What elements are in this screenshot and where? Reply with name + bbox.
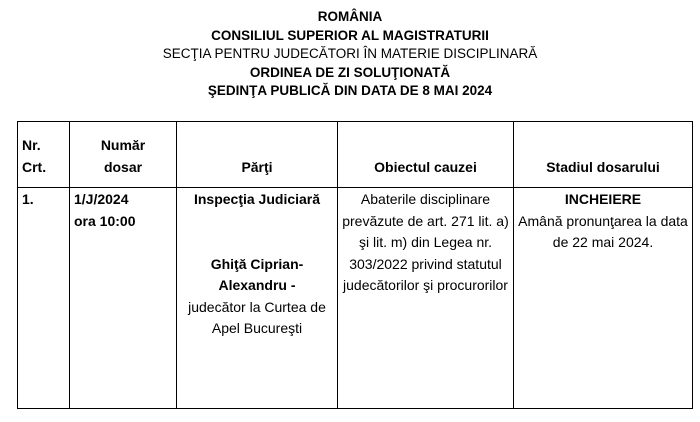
header-section: SECŢIA PENTRU JUDECĂTORI ÎN MATERIE DISCIPLINARĂ bbox=[162, 46, 538, 61]
header-agenda-title: ORDINEA DE ZI SOLUŢIONATĂ bbox=[249, 64, 451, 80]
header-session-date: ŞEDINŢA PUBLICĂ DIN DATA DE 8 MAI 2024 bbox=[207, 83, 493, 98]
status-title: INCHEIERE bbox=[564, 191, 642, 207]
column-header-numar-dosar: Număr dosar bbox=[70, 122, 177, 188]
header-country: ROMÂNIA bbox=[317, 9, 383, 24]
cell-stadiu bbox=[514, 188, 693, 409]
column-header-obiect: Obiectul cauzei bbox=[338, 122, 514, 188]
case-hour: ora 10:00 bbox=[74, 212, 136, 229]
agenda-table bbox=[17, 121, 693, 409]
party-judge-name-1: Ghiţă Ciprian- bbox=[210, 255, 304, 272]
case-number: 1/J/2024 bbox=[74, 191, 129, 207]
party-judge-name-2: Alexandru - bbox=[218, 277, 296, 293]
column-header-parti: Părţi bbox=[177, 122, 338, 188]
header-institution: CONSILIUL SUPERIOR AL MAGISTRATURII bbox=[211, 27, 489, 43]
cell-dosar bbox=[70, 188, 177, 409]
table-row bbox=[18, 188, 693, 409]
column-header-stadiu: Stadiul dosarului bbox=[514, 122, 693, 188]
party-inspection: Inspecţia Judiciară bbox=[193, 191, 321, 207]
cell-parti bbox=[177, 188, 338, 409]
column-header-nr: Nr. Crt. bbox=[18, 122, 70, 188]
cell-nr: 1. bbox=[18, 188, 70, 409]
cell-obiect: Abaterile disciplinare prevăzute de art. 271 lit. a) şi lit. m) din Legea nr. 303/2022 privind statutul judecătorilor şi procurorilor bbox=[338, 188, 514, 409]
document-header bbox=[0, 8, 700, 101]
status-text: Amână pronunţarea la data de 22 mai 2024. bbox=[518, 212, 688, 250]
table-header-row bbox=[18, 122, 693, 188]
party-judge-role: judecător la Curtea de Apel Bucureşti bbox=[188, 298, 326, 336]
